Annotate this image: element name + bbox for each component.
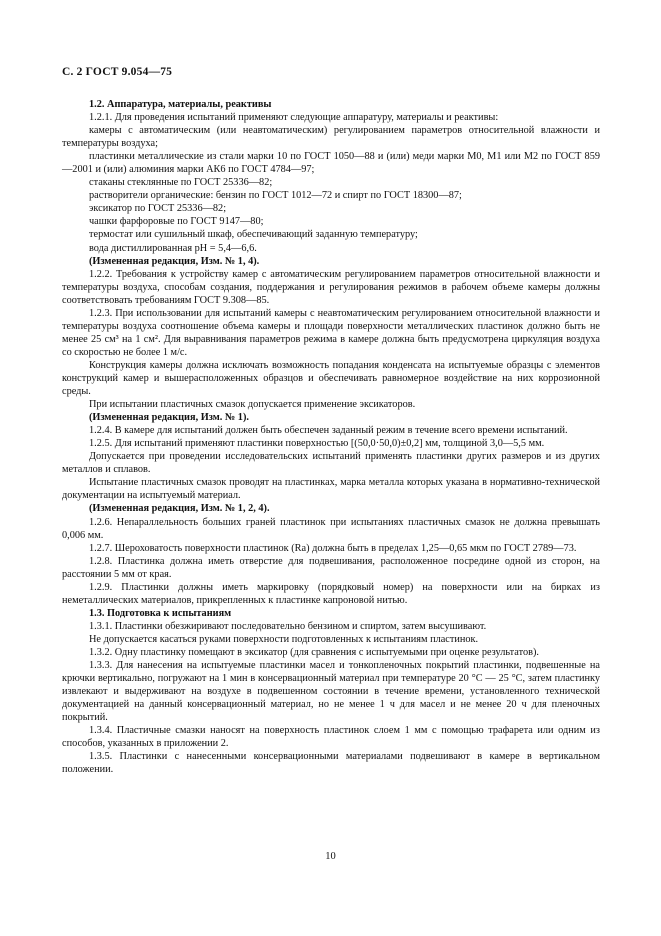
paragraph: Допускается при проведении исследовательских испытаний применять пластинки других размеров и из других металлов и сплавов. (62, 451, 600, 476)
document-body (62, 98, 600, 776)
section-heading: (Измененная редакция, Изм. № 1, 4). (89, 255, 260, 267)
page-number: 10 (325, 851, 336, 862)
section-heading: 1.3. Подготовка к испытаниям (89, 607, 232, 619)
section-heading: (Измененная редакция, Изм. № 1, 2, 4). (89, 503, 270, 515)
paragraph: 1.2.6. Непараллельность больших граней пластинок при испытаниях пластичных смазок не должна превышать 0,006 мм. (62, 516, 600, 541)
paragraph: Не допускается касаться руками поверхности подготовленных к испытаниям пластинок. (89, 633, 479, 645)
page-header: С. 2 ГОСТ 9.054—75 (62, 66, 173, 78)
paragraph: 1.2.8. Пластинка должна иметь отверстие для подвешивания, расположенное посредине одной из сторон, на расстоянии 5 мм от края. (62, 555, 600, 580)
paragraph: стаканы стеклянные по ГОСТ 25336—82; (89, 177, 273, 189)
paragraph: 1.2.4. В камере для испытаний должен быть обеспечен заданный режим в течение всего времени испытаний. (89, 425, 568, 437)
paragraph: растворители органические: бензин по ГОСТ 1012—72 и спирт по ГОСТ 18300—87; (89, 190, 462, 202)
paragraph: 1.3.1. Пластинки обезжиривают последовательно бензином и спиртом, затем высушивают. (89, 620, 487, 632)
paragraph: камеры с автоматическим (или неавтоматическим) регулированием параметров относительной влажности и температуры воздуха; (62, 125, 600, 150)
paragraph: термостат или сушильный шкаф, обеспечивающий заданную температуру; (89, 229, 418, 241)
paragraph: 1.2.2. Требования к устройству камер с автоматическим регулированием параметров относительной влажности и температуры воздуха, способам создания, поддержания и регулирования режимов в рабочем объеме камеры должны соответствовать требованиям ГОСТ 9.308—85. (62, 268, 600, 306)
paragraph: Конструкция камеры должна исключать возможность попадания конденсата на испытуемые образцы с элементов конструкций камер и вышерасположенных образцов и обеспечивать равномерное воздействие на них коррозионной среды. (62, 359, 600, 398)
paragraph: 1.3.5. Пластинки с нанесенными консервационными материалами подвешивают в камере в вертикальном положении. (62, 751, 600, 776)
paragraph: 1.3.4. Пластичные смазки наносят на поверхность пластинок слоем 1 мм с помощью трафарета или одним из способов, указанных в приложении 2. (62, 725, 600, 750)
paragraph: 1.2.9. Пластинки должны иметь маркировку (порядковый номер) на поверхности или на бирках из неметаллических материалов, прикрепленных к пластинке капроновой нитью. (62, 581, 600, 606)
paragraph: вода дистиллированная рН = 5,4—6,6. (89, 242, 257, 254)
paragraph: пластинки металлические из стали марки 10 по ГОСТ 1050—88 и (или) меди марки М0, М1 или М2 по ГОСТ 859—2001 и (или) алюминия марки АК6 по ГОСТ 4784—97; (62, 151, 600, 176)
section-heading: (Измененная редакция, Изм. № 1). (89, 412, 249, 424)
paragraph: При испытании пластичных смазок допускается применение эксикаторов. (89, 399, 416, 411)
paragraph: 1.2.3. При использовании для испытаний камеры с неавтоматическим регулированием относительной влажности и температуры воздуха соотношение объема камеры и площади поверхности металлических пластинок должно быть не менее 25 см³ на 1 см². Для выравнивания параметров режима в камере должна быть предусмотрена циркуляция воздуха со скоростью не более 1 м/с. (62, 307, 600, 358)
paragraph: чашки фарфоровые по ГОСТ 9147—80; (89, 216, 264, 228)
paragraph: Испытание пластичных смазок проводят на пластинках, марка металла которых указана в нормативно-технической документации на испытуемый материал. (62, 477, 600, 502)
paragraph: 1.3.2. Одну пластинку помещают в эксикатор (для сравнения с испытуемыми при оценке результатов). (89, 646, 539, 658)
paragraph: эксикатор по ГОСТ 25336—82; (89, 203, 227, 215)
section-heading: 1.2. Аппаратура, материалы, реактивы (89, 99, 272, 110)
paragraph: 1.2.5. Для испытаний применяют пластинки поверхностью [(50,0·50,0)±0,2] мм, толщиной 3,0—5,5 мм. (89, 438, 545, 450)
paragraph: 1.3.3. Для нанесения на испытуемые пластинки масел и тонкопленочных покрытий пластинки, подвешенные на крючки вертикально, погружают на 1 мин в консервационный материал при температуре 20 °С — 25 °С, затем пластинку извлекают и выдерживают на воздухе в подвешенном состоянии в течение времени, установленного технической документацией на данный консервационный материал, но не менее 1 ч для масел и не менее 20 ч для пленочных покрытий. (62, 660, 600, 724)
paragraph: 1.2.1. Для проведения испытаний применяют следующие аппаратуру, материалы и реактивы: (89, 112, 499, 124)
paragraph: 1.2.7. Шероховатость поверхности пластинок (Ra) должна быть в пределах 1,25—0,65 мкм по ГОСТ 2789—73. (89, 542, 577, 554)
